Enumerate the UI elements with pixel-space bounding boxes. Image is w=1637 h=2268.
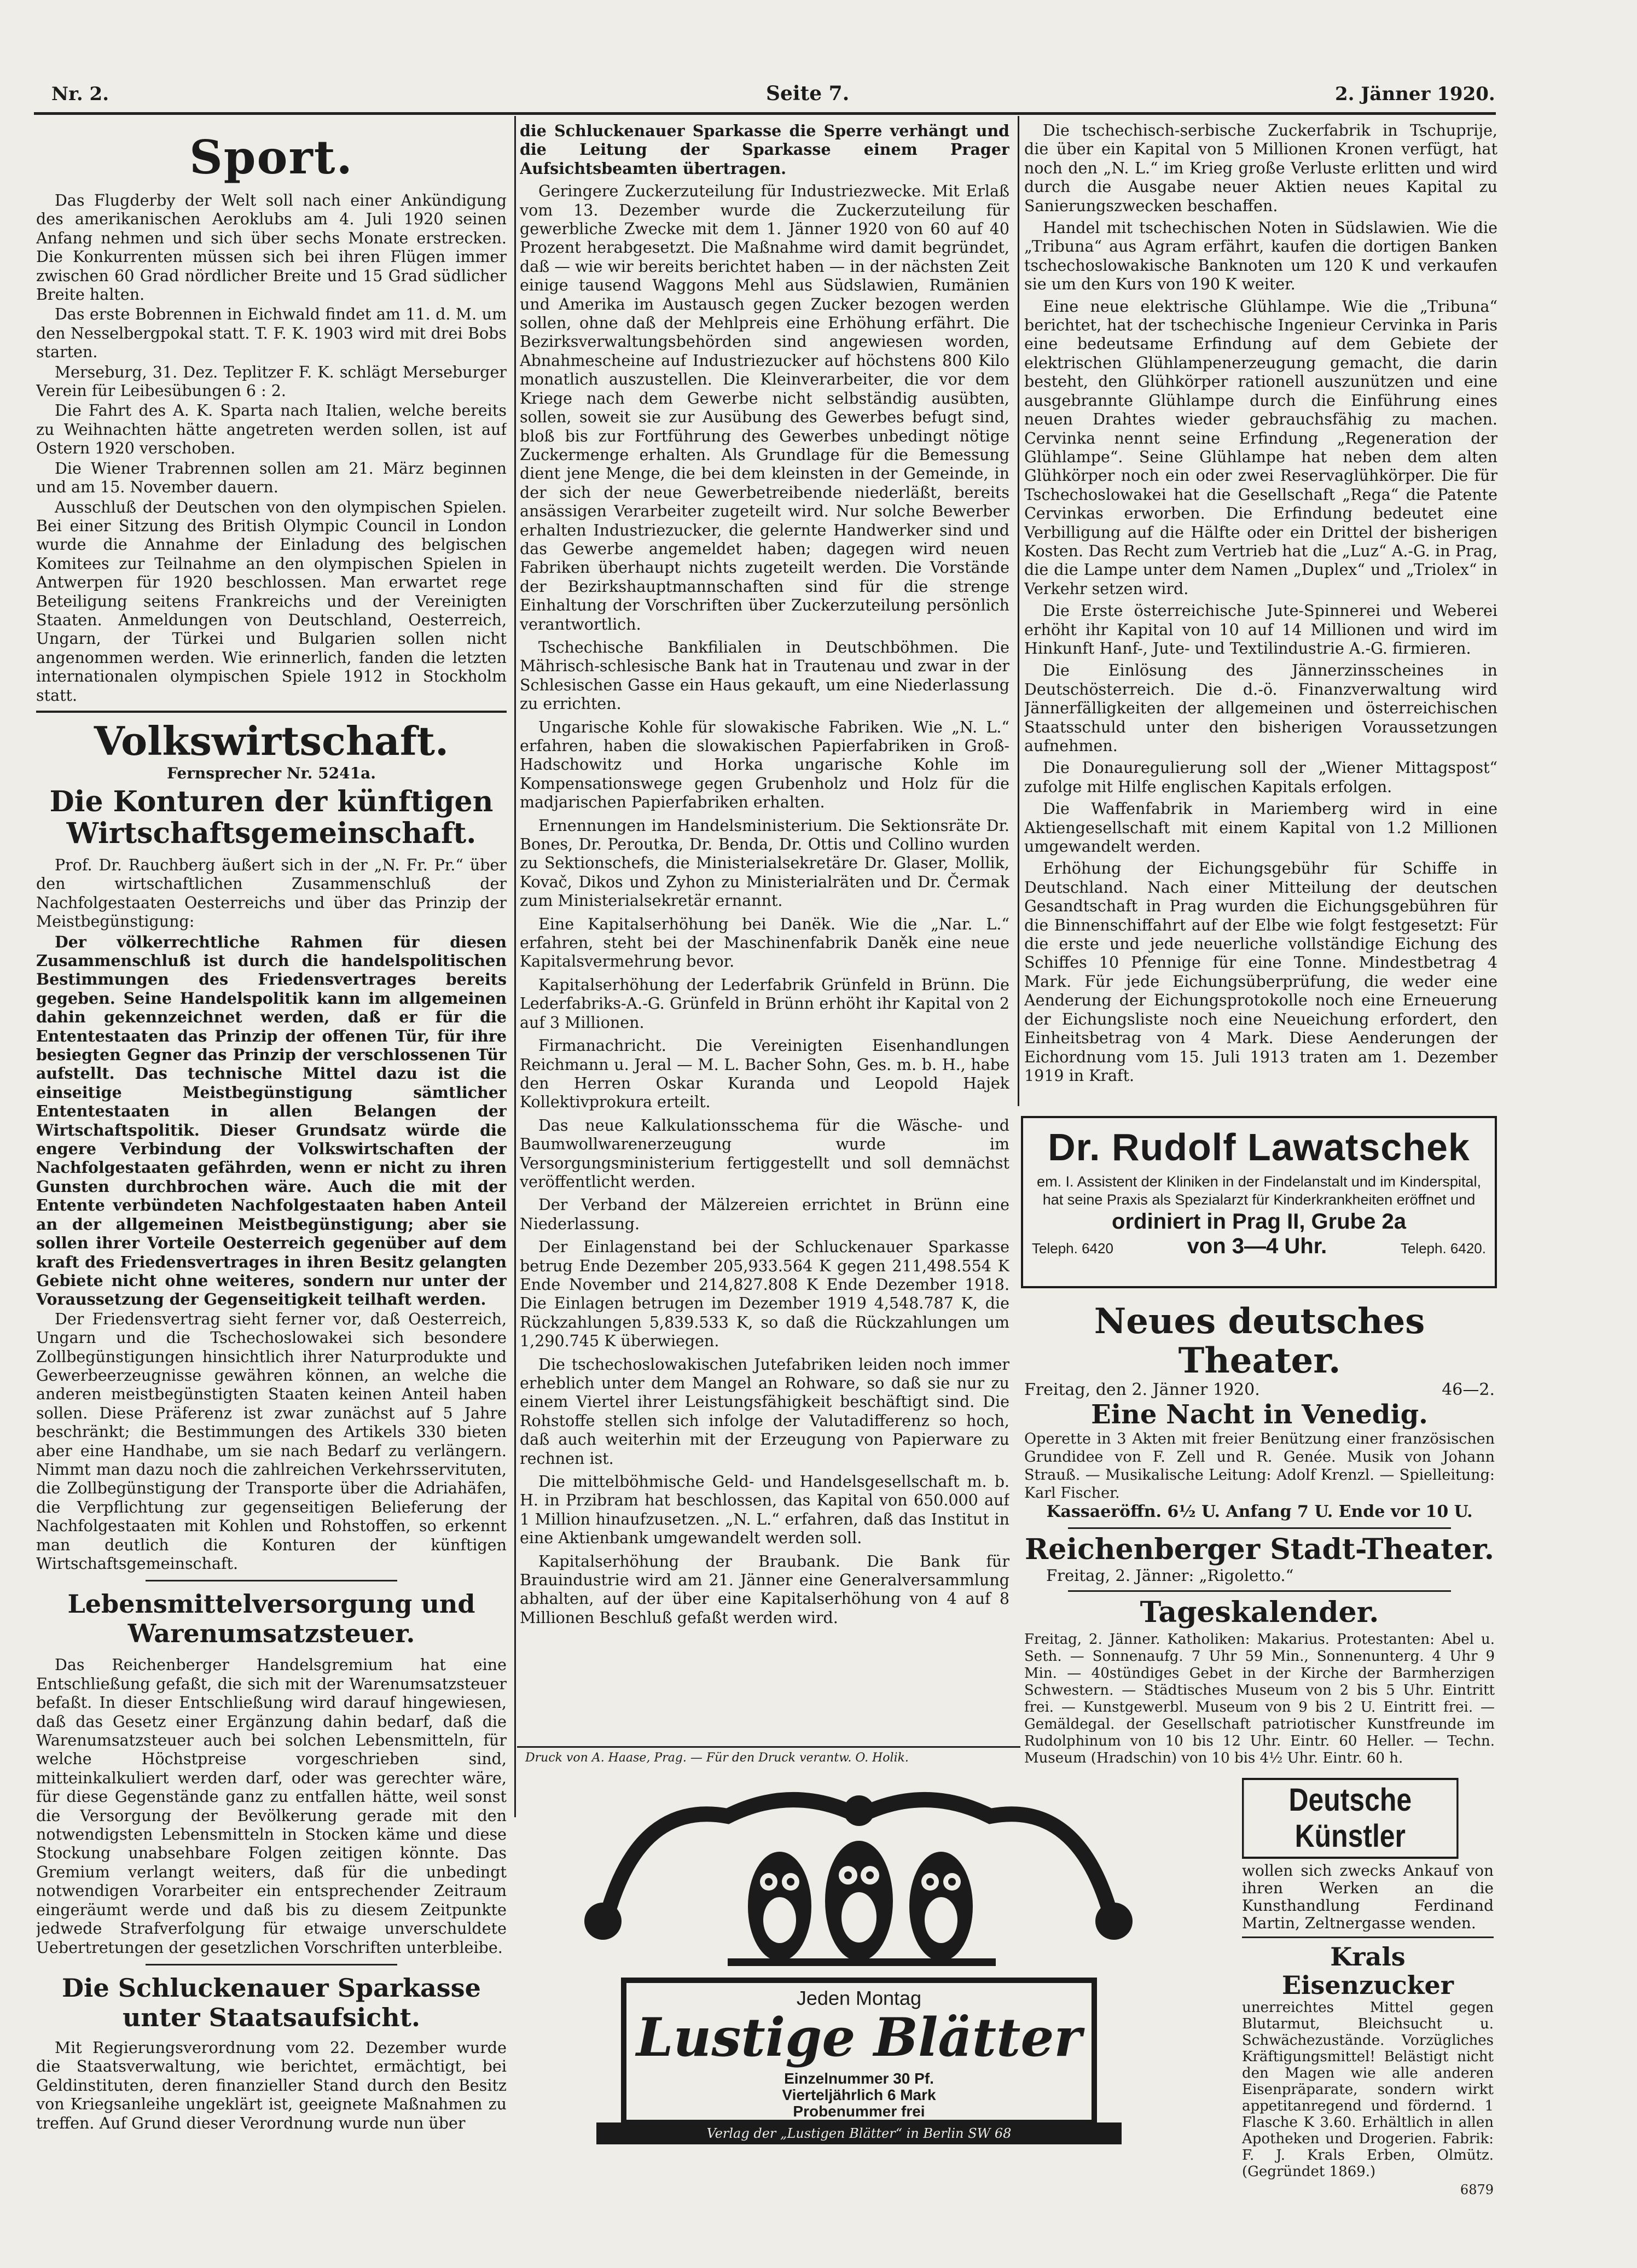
article-paragraph: Prof. Dr. Rauchberg äußert sich in der „N. Fr. Pr.“ über den wirtschaftlichen Zusammenschluß der Nachfolgestaaten Oesterreichs und über das Prinzip der Meistbegünstigung: (36, 856, 507, 931)
theater-date-row (1024, 1381, 1495, 1399)
article-paragraph: Die Wiener Trabrennen sollen am 21. März beginnen und am 15. November dauern. (36, 459, 507, 497)
news-item: Ernennungen im Handelsministerium. Die Sektionsräte Dr. Bones, Dr. Peroutka, Dr. Benda, Dr. Ottis und Collino wurden zu Sektionschefs, die Ministerialsekretäre Dr. Glaser, Mollik, Kovač, Dikos und Zyhon zu Ministerialräten und Dr. Čermak zum Ministerialsekretär ernannt. (520, 816, 1009, 910)
lustige-price-lines (624, 2071, 1094, 2120)
kuenstler-title: Deutsche Künstler (1242, 1778, 1459, 1859)
news-item: Handel mit tschechischen Noten in Südslawien. Wie die „Tribuna“ aus Agram erfährt, kaufen die dortigen Banken tschechoslowakische Banknoten um 120 K und verkaufen sie um den Kurs von 190 K weiter. (1024, 219, 1497, 294)
kuenstler-advertisement (1242, 1778, 1494, 2199)
theater-title: Neues deutsches Theater. (1094, 1301, 1425, 1381)
news-item: Firmanachricht. Die Vereinigten Eisenhandlungen Reichmann u. Jeral — M. L. Bacher Sohn, Ges. m. b. H., habe den Herren Oskar Kuranda und Leopold Hajek Kollektivprokura erteilt. (520, 1037, 1009, 1112)
news-item: Der Einlagenstand bei der Schluckenauer Sparkasse betrug Ende Dezember 205,933.564 K gegen 211,498.554 K Ende November und 214,827.808 K Ende Dezember 1918. Die Einlagen betrugen im Dezember 1919 4,548.787 K, die Rückzahlungen 5,839.533 K, so daß die Rückzahlungen um 1,290.745 K überwiegen. (520, 1238, 1009, 1351)
article-paragraph: Das Reichenberger Handelsgremium hat eine Entschließung gefaßt, die sich mit der Warenumsatzsteuer befaßt. In dieser Entschließung wird darauf hingewiesen, daß das Gesetz einer Ergänzung dahin bedarf, daß die Warenumsatzsteuer auch bei solchen Lebensmitteln, für welche Höchstpreise vorgeschrieben sind, mitteinkalkuliert werden darf, oder was gerechter wäre, für diese Gegenstände ganz zu entfallen hätte, weil sonst die Versorgung der Bevölkerung gerade mit den notwendigsten Lebensmitteln in Stocken käme und diese Stockung unabsehbare Folgen zeitigen könnte. Das Gremium verlangt weiters, daß für die unbedingt notwendigen Vorarbeiter ein entsprechender Zeitraum eingeräumt werde und daß bis zu diesem Zeitpunkte jedwede Strafverfolgung für etwaige unverschuldete Uebertretungen der gesetzlichen Vorschriften unterbleibe. (36, 1656, 507, 1957)
article-paragraph: Mit Regierungsverordnung vom 22. Dezember wurde die Staatsverwaltung, wie berichtet, ermächtigt, bei Geldinstituten, deren finanzieller Stand durch den Besitz von Kriegsanleihe ungeklärt ist, geeignete Maßnahmen zu treffen. Auf Grund dieser Verordnung wurde nun über (36, 2038, 507, 2132)
news-item: Die Erste österreichische Jute-Spinnerei und Weberei erhöht ihr Kapital von 10 auf 14 Millionen und wird im Hinkunft Hanf-, Jute- und Textilindustrie A.-G. firmieren. (1024, 602, 1497, 658)
issue-number: Nr. 2. (51, 83, 109, 105)
news-item: Der Verband der Mälzereien errichtet in Brünn eine Niederlassung. (520, 1196, 1009, 1233)
column-divider (514, 116, 516, 1817)
sport-title: Sport. (189, 130, 353, 184)
imprint: Druck von A. Haase, Prag. — Für den Druck verantw. O. Holik. (525, 1751, 909, 1765)
lustige-line: Vierteljährlich 6 Mark (782, 2086, 936, 2103)
theater-play: Eine Nacht in Venedig. (1091, 1399, 1428, 1430)
news-item: Eine Kapitalserhöhung bei Danëk. Wie die „Nar. L.“ erfahren, steht bei der Maschinenfabrik Daněk eine neue Kapitalsvermehrung bevor. (520, 915, 1009, 971)
article-paragraph: Die Fahrt des A. K. Sparta nach Italien, welche bereits zu Weihnachten hätte angetreten werden sollen, ist auf Ostern 1920 verschoben. (36, 402, 507, 458)
column-divider (1018, 116, 1019, 1106)
column-2 (520, 121, 1009, 1790)
theater-section (1024, 1302, 1495, 1767)
lustige-publisher: Verlag der „Lustigen Blätter“ in Berlin SW 68 (706, 2126, 1012, 2141)
lebensmittel-title: Lebensmittelversorgung und Warenumsatzsteuer. (67, 1589, 475, 1649)
news-item: Die Donauregulierung soll der „Wiener Mittagspost“ zufolge mit Hilfe englischen Kapitals erfolgen. (1024, 759, 1497, 796)
theater-number: 46—2. (1442, 1380, 1495, 1399)
sparkasse-title: Die Schluckenauer Sparkasse unter Staatsaufsicht. (62, 1973, 481, 2032)
doctor-phone: Teleph. 6420. (1400, 1240, 1486, 1257)
lustige-title: Lustige Blätter (636, 2007, 1082, 2068)
doctor-advertisement (1021, 1116, 1497, 1288)
tageskalender-title: Tageskalender. (1140, 1596, 1379, 1629)
doctor-name: Dr. Rudolf Lawatschek (1048, 1126, 1470, 1168)
news-item: Geringere Zuckerzuteilung für Industriezwecke. Mit Erlaß vom 13. Dezember wurde die Zuckerzuteilung für gewerbliche Zwecke mit dem 1. Jänner 1920 von 60 auf 40 Prozent herabgesetzt. Die Maßnahme wird damit begründet, daß — wie wir bereits berichtet haben — in der nächsten Zeit einige tausend Waggons Mehl aus Südslawien, Rumänien und Amerika im Austausch gegen Zucker bezogen werden sollen, ohne daß der Mehlpreis eine Erhöhung erfährt. Die Bezirksverwaltungsbehörden sind angewiesen worden, Abnahmescheine auf Industriezucker auf höchstens 800 Kilo monatlich auszustellen. Die Kleinverarbeiter, die vor dem Kriege nach dem Gewerbe nicht selbständig ausübten, sollen, soweit sie zur Ausübung des Gewerbes befugt sind, bloß bis zur Fortführung des Gewerbes unbedingt nötige Zuckermenge erhalten. Als Grundlage für die Bemessung dient jene Menge, die bei dem kleinsten in der Gemeinde, in der sich der neue Gewerbetreibende niederläßt, bereits ansässigen Verarbeiter zugeteilt wird. Nur solche Bewerber erhalten Industriezucker, die gelernte Handwerker sind und das Gewerbe angemeldet haben; dagegen wird neuen Fabriken überhaupt nichts zugeteilt werden. Die Vorstände der Bezirkshauptmannschaften sind für die strenge Einhaltung der Vorschriften über Zuckerzuteilung persönlich verantwortlich. (520, 182, 1009, 633)
news-item: Erhöhung der Eichungsgebühr für Schiffe in Deutschland. Nach einer Mitteilung der deutschen Gesandtschaft in Prag wurden die Eichungsgebühren für die Binnenschiffahrt auf der Elbe wie folgt festgesetzt: Für die erste und jede neuerliche vollständige Eichung des Schiffes 10 Pfennige für eine Tonne. Mindestbetrag 4 Mark. Für jede Eichungsüberprüfung, die weder eine Aenderung der Eichungsprotokolle noch eine Erneuerung der Eichungsliste noch eine Neueichung erfordert, den Einheitsbetrag von 4 Mark. Diese Aenderungen der Eichordnung vom 15. Juli 1913 traten am 1. Dezember 1919 in Kraft. (1024, 859, 1497, 1085)
theater-description: Operette in 3 Akten mit freier Benützung einer französischen Grundidee von F. Zell und R. Genée. Musik von Johann Strauß. — Musikalische Leitung: Adolf Krenzl. — Spielleitung: Karl Fischer. (1024, 1430, 1495, 1502)
doctor-hours-row (1032, 1234, 1486, 1259)
section-rule (36, 711, 507, 713)
news-item: Ungarische Kohle für slowakische Fabriken. Wie „N. L.“ erfahren, haben die slowakischen Papierfabriken in Groß-Hadschowitz und Horka ungarische Kohle im Kompensationswege gegen Grubenholz und Holz für die madjarischen Papierfabriken erhalten. (520, 718, 1009, 812)
economy-title: Volkswirtschaft. (94, 717, 449, 764)
section-rule (1242, 1936, 1494, 1938)
tageskalender-text: Freitag, 2. Jänner. Katholiken: Makarius. Protestanten: Abel u. Seth. — Sonnenaufg. 7 Uhr 59 Min., Sonnenunterg. 4 Uhr 9 Min. — 40stündiges Gebet in der Kirche der Barmherzigen Schwestern. — Städtisches Museum von 2 bis 5 Uhr. Eintritt frei. — Kunstgewerbl. Museum von 9 bis 2 U. Eintritt frei. — Gemäldegal. der Gesellschaft patriotischer Kunstfreunde im Rudolphinum von 10 bis 12 Uhr. Eintr. 60 Heller. — Techn. Museum (Hradschin) von 10 bis 4½ Uhr. Eintr. 60 h. (1024, 1631, 1495, 1766)
news-item: Kapitalserhöhung der Braubank. Die Bank für Brauindustrie wird am 21. Jänner eine Generalversammlung abhalten, auf der über eine Kapitalserhöhung von 4 auf 8 Millionen Beschluß gefaßt werden wird. (520, 1552, 1009, 1627)
lustige-line: Einzelnummer 30 Pf. (784, 2070, 934, 2087)
imprint-rule (517, 1746, 1020, 1748)
news-item: Die tschechisch-serbische Zuckerfabrik in Tschuprije, die über ein Kapital von 5 Millionen Kronen verfügt, hat noch den „N. L.“ im Krieg große Verluste erlitten und wird durch die Ausgabe neuer Aktien neues Kapital zu Sanierungszwecken beschaffen. (1024, 121, 1497, 215)
reichenberg-line: Freitag, 2. Jänner: „Rigoletto.“ (1046, 1566, 1294, 1585)
lustige-top-line: Jeden Montag (796, 1987, 922, 2009)
article-paragraph: Der Friedensvertrag sieht ferner vor, daß Oesterreich, Ungarn und die Tschechoslowakei sich besondere Zollbegünstigungen hinsichtlich ihrer Naturprodukte und Gewerbeerzeugnisse gewähren können, an welche die anderen meistbegünstigten Staaten keinen Anteil haben sollen. Diese Präferenz ist zwar zunächst auf 5 Jahre beschränkt; die Bestimmungen des Artikels 330 bieten aber eine Handhabe, um sie nach Bedarf zu verlängern. Nimmt man dazu noch die zahlreichen Verkehrsservituten, die Zollbegünstigung der Transporte über die Adriahäfen, die Verpflichtung zur gegenseitigen Belieferung der Nachfolgestaaten mit Kohlen und Rohstoffen, so erkennt man deutlich die Konturen der künftigen Wirtschaftsgemeinschaft. (36, 1310, 507, 1573)
section-rule (1068, 1527, 1451, 1529)
doctor-address: ordiniert in Prag II, Grube 2a (1112, 1209, 1406, 1234)
article-paragraph: Der völkerrechtliche Rahmen für diesen Zusammenschluß ist durch die handelspolitischen Bestimmungen des Friedensvertrages bereits gegeben. Seine Handelspolitik kann im allgemeinen dahin gekennzeichnet werden, daß er für die Ententestaaten das Prinzip der offenen Tür, für ihre besiegten Gegner das Prinzip der verschlossenen Tür aufstellt. Das technische Mittel dazu ist die einseitige Meistbegünstigung sämtlicher Ententestaaten in allen Belangen der Wirtschaftspolitik. Dieser Grundsatz würde die engere Verbindung der Volkswirtschaften der Nachfolgestaaten gefährden, wenn er nicht zu ihren Gunsten durchbrochen wäre. Auch die mit der Entente verbündeten Nachfolgestaaten haben Anteil an der allgemeinen Meistbegünstigung; aber sie sollen ihrer Vorteile Oesterreich gegenüber auf dem kraft des Friedensvertrages in ihren Besitz gelangten Gebiete nicht ohne weiteres, sondern nur unter der Voraussetzung der Gegenseitigkeit teilhaft werden. (36, 932, 507, 1309)
news-item: Die Einlösung des Jännerzinsscheines in Deutschösterreich. Die d.-ö. Finanzverwaltung wird Jännerfälligkeiten der allgemeinen und österreichischen Staatsschuld unter den bisherigen Voraussetzungen aufnehmen. (1024, 661, 1497, 755)
section-rule (146, 1580, 397, 1581)
reichenberg-title: Reichenberger Stadt-Theater. (1025, 1533, 1494, 1566)
news-item: Die mittelböhmische Geld- und Handelsgesellschaft m. b. H. in Przibram hat beschlossen, das Kapital von 650.000 auf 1 Million hinaufzusetzen. „N. L.“ erfahren, daß das Institut in eine Aktienbank umgewandelt werden soll. (520, 1473, 1009, 1548)
krals-title: Krals Eisenzucker (1281, 1942, 1454, 2000)
section-rule (146, 1964, 397, 1965)
header-rule (34, 112, 1496, 115)
theater-times: Kassaeröffn. 6½ U. Anfang 7 U. Ende vor 10 U. (1046, 1502, 1473, 1521)
news-item: Tschechische Bankfilialen in Deutschböhmen. Die Mährisch-schlesische Bank hat in Trautenau und zwar in der Schlesischen Gasse ein Haus gekauft, um eine Niederlassung zu errichten. (520, 638, 1009, 713)
economy-phone: Fernsprecher Nr. 5241a. (167, 764, 376, 782)
theater-date: Freitag, den 2. Jänner 1920. (1024, 1380, 1260, 1399)
article-paragraph: die Schluckenauer Sparkasse die Sperre verhängt und die Leitung der Sparkasse einem Prager Aufsichtsbeamten übertragen. (520, 121, 1009, 178)
news-item: Das neue Kalkulationsschema für die Wäsche- und Baumwollwarenerzeugung wurde im Versorgungsministerium fertiggestellt und soll demnächst veröffentlicht werden. (520, 1116, 1009, 1191)
section-rule (1068, 1590, 1451, 1592)
krals-text: unerreichtes Mittel gegen Blutarmut, Bleichsucht u. Schwächezustände. Vorzügliches Kräftigungsmittel! Belästigt nicht den Magen wie alle anderen Eisenpräparate, sondern wirkt appetitanregend und fördernd. 1 Flasche K 3.60. Erhältlich in allen Apotheken und Drogerien. Fabrik: F. J. Krals Erben, Olmütz. (Gegründet 1869.) (1242, 1999, 1494, 2180)
news-item: Eine neue elektrische Glühlampe. Wie die „Tribuna“ berichtet, hat der tschechische Ingenieur Cervinka in Paris eine bedeutsame Erfindung auf dem Gebiete der elektrischen Glühlampenerzeugung gemacht, die darin besteht, den Glühkörper rationell auszunützen und eine ausgebrannte Glühlampe durch die Einführung eines neuen Drahtes wieder gebrauchsfähig zu machen. Cervinka nennt seine Erfindung „Regeneration der Glühlampe“. Seine Glühlampe hat neben dem alten Glühkörper noch ein oder zwei Reservaglühkörper. Die für Tschechoslowakei hat die Gesellschaft „Rega“ die Patente Cervinkas erworben. Die Erfindung bedeutet eine Verbilligung auf die Hälfte oder ein Drittel der bisherigen Kosten. Das Recht zum Vertrieb hat die „Luz“ A.-G. in Prag, die die Lampe unter dem Namen „Duplex“ und „Triolex“ in Verkehr setzen wird. (1024, 297, 1497, 598)
page-number: Seite 7. (766, 82, 850, 105)
doctor-description: em. I. Assistent der Kliniken in der Findelanstalt und im Kinderspital, hat seine Praxis als Spezialarzt für Kinderkrankheiten eröffnet und (1037, 1173, 1481, 1208)
issue-date: 2. Jänner 1920. (1335, 83, 1495, 105)
konturen-title: Die Konturen der künftigen Wirtschaftsgemeinschaft. (49, 784, 494, 850)
column-3 (1024, 121, 1497, 1106)
lustige-blaetter-advertisement (564, 1778, 1154, 2144)
column-1 (36, 121, 507, 2249)
news-item: Die Waffenfabrik in Mariemberg wird in eine Aktiengesellschaft mit einem Kapital von 1.2 Millionen umgewandelt werden. (1024, 800, 1497, 856)
ad-code: 6879 (1460, 2182, 1494, 2197)
kuenstler-text: wollen sich zwecks Ankauf von ihren Werken an die Kunsthandlung Ferdinand Martin, Zeltnergasse wenden. (1242, 1862, 1494, 1932)
article-paragraph: Das Flugderby der Welt soll nach einer Ankündigung des amerikanischen Aeroklubs am 4. Juli 1920 seinen Anfang nehmen und sich über sechs Monate erstrecken. Die Konkurrenten müssen sich bei ihren Flügen immer zwischen 60 Grad nördlicher Breite und 15 Grad südlicher Breite halten. (36, 191, 507, 304)
article-paragraph: Ausschluß der Deutschen von den olympischen Spielen. Bei einer Sitzung des British Olympic Council in London wurde die Annahme der Einladung des belgischen Komitees zur Teilnahme an den olympischen Spielen in Antwerpen für 1920 beschlossen. Man erwartet rege Beteiligung seitens Frankreichs und der Vereinigten Staaten. Anmeldungen von Deutschland, Oesterreich, Ungarn, der Türkei und Bulgarien sollen nicht angenommen werden. Wie erinnerlich, fanden die letzten internationalen olympischen Spiele 1912 in Stockholm statt. (36, 498, 507, 705)
news-item: Kapitalserhöhung der Lederfabrik Grünfeld in Brünn. Die Lederfabriks-A.-G. Grünfeld in Brünn erhöht ihr Kapital von 2 auf 3 Millionen. (520, 975, 1009, 1032)
article-paragraph: Merseburg, 31. Dez. Teplitzer F. K. schlägt Merseburger Verein für Leibesübungen 6 : 2. (36, 363, 507, 400)
doctor-phone: Teleph. 6420 (1032, 1240, 1113, 1257)
news-item: Die tschechoslowakischen Jutefabriken leiden noch immer erheblich unter dem Mangel an Rohware, so daß sie nur zu einem Viertel ihrer Leistungsfähigkeit beschäftigt sind. Die Rohstoffe stellen sich infolge der Valutadifferenz so hoch, daß auch weiterhin mit der Erzeugung von Papierware zu rechnen ist. (520, 1355, 1009, 1468)
lustige-line: Probenummer frei (793, 2103, 925, 2120)
article-paragraph: Das erste Bobrennen in Eichwald findet am 11. d. M. um den Nesselbergpokal statt. T. F. K. 1903 wird mit drei Bobs starten. (36, 305, 507, 362)
doctor-hours: von 3—4 Uhr. (1187, 1234, 1327, 1258)
